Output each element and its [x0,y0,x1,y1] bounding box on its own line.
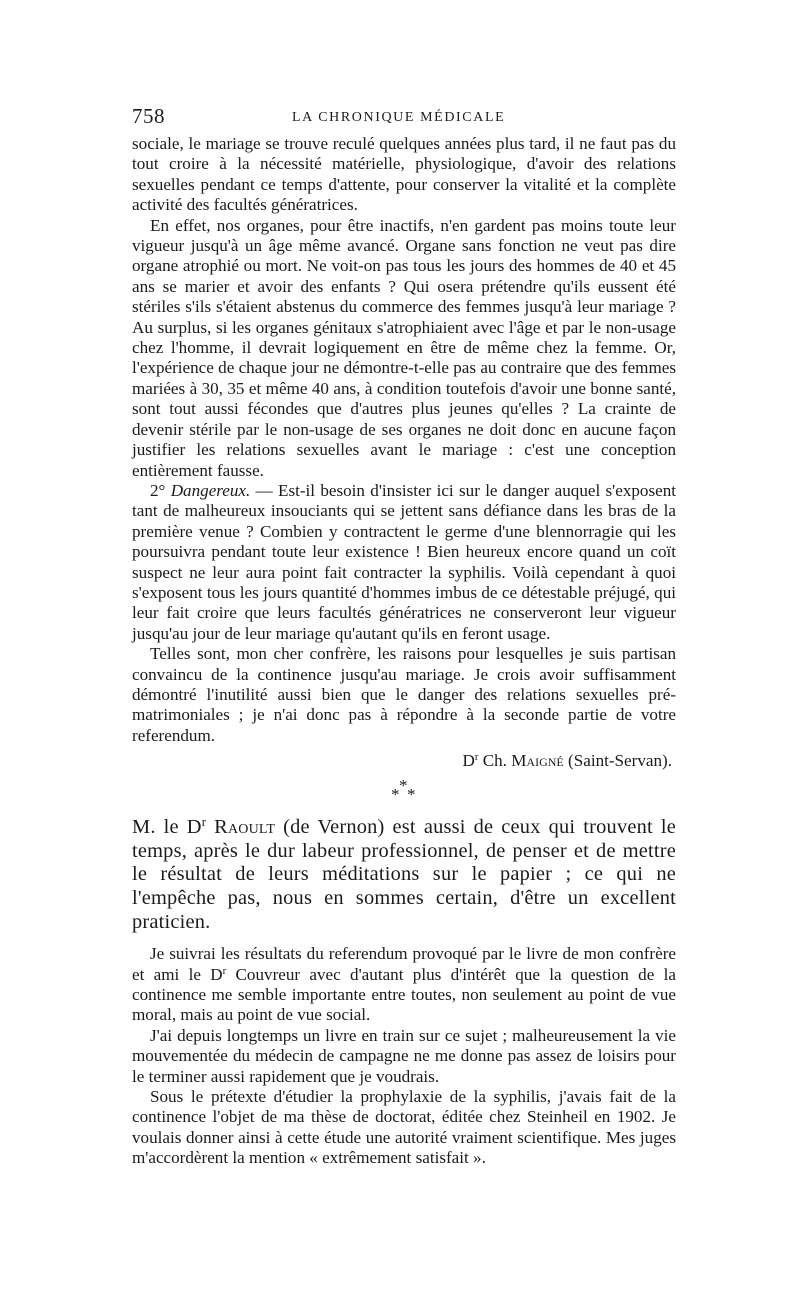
running-title: LA CHRONIQUE MÉDICALE [292,110,506,125]
raoult-paragraph-3: Sous le prétexte d'étudier la prophylaxie de la syphilis, j'avais fait de la continence l'objet de ma thèse de doctorat, éditée chez Steinheil en 1902. Je voulais donner ainsi à cette étude une autorité vraiment scientifique. Mes juges m'accordèrent la mention « extrêmement satisfait ». [132,1087,676,1168]
raoult-letter [132,944,676,1168]
document-page [132,104,676,1169]
page-number: 758 [132,104,165,128]
paragraph-continuation: sociale, le mariage se trouve reculé quelques années plus tard, il ne faut pas du tout croire à la nécessité matérielle, physiologique, d'avoir des relations sexuelles pendant ce temps d'attente, pour conserver la vitalité et la complète activité des facultés génératrices. [132,134,676,215]
lead-prefix-sup: r [201,815,207,830]
paragraph-dangereux [132,481,676,644]
lead-author-name: Raoult [214,816,276,839]
signature-location: (Saint-Servan). [568,751,672,771]
signature [132,750,676,772]
raoult-p1-sup: r [222,965,227,977]
signature-initials: Ch. [482,751,507,771]
asterism-divider [384,776,424,812]
signature-surname: Maigné [511,751,564,771]
point-heading: Dangereux. [170,480,251,500]
letter-body [132,134,676,746]
raoult-p1-end: Couvreur avec d'autant plus d'intérêt que la question de la continence me semble importante entre toutes, non seulement au point de vue moral, mais au point de vue social. [132,964,676,1025]
lead-prefix: M. le D [132,816,202,839]
asterism-star-top: * [399,776,408,796]
signature-title-sup: r [474,752,479,764]
signature-title: D [462,751,475,771]
raoult-paragraph-2: J'ai depuis longtemps un livre en train sur ce sujet ; malheureusement la vie mouvementée du médecin de campagne ne me donne pas assez de loisirs pour le terminer aussi rapidement que je voudrais. [132,1025,676,1086]
raoult-p1-start: Je suivrai les résultats du referendum provoqué par le livre de mon confrère et ami le D [132,944,676,984]
point-number: 2° [150,480,171,500]
page-header [132,104,676,134]
lead-paragraph [132,816,676,934]
editorial-introduction [132,816,676,934]
lead-text: (de Vernon) est aussi de ceux qui trouvent le temps, après le dur labeur professionnel, de penser et de mettre le résultat de leurs méditations sur le papier ; ce qui ne l'empêche pas, nous en sommes certain, d'être un excellent praticien. [132,816,676,933]
raoult-paragraph-1 [132,944,676,1026]
paragraph-conclusion: Telles sont, mon cher confrère, les raisons pour lesquelles je suis partisan convaincu de la continence jusqu'au mariage. Je crois avoir suffisamment démontré l'inutilité aussi bien que le danger des relations sexuelles pré-matrimoniales ; je n'ai donc pas à répondre à la seconde partie de votre referendum. [132,644,676,745]
paragraph-organes: En effet, nos organes, pour être inactifs, n'en gardent pas moins toute leur vigueur jusqu'à un âge même avancé. Organe sans fonction ne veut pas dire organe atrophié ou mort. Ne voit-on pas tous les jours des hommes de 40 et 45 ans se marier et avoir des enfants ? Qui osera prétendre qu'ils eussent été stériles s'ils s'étaient abstenus du commerce des femmes jusqu'à leur mariage ? Au surplus, si les organes génitaux s'atrophiaient avec l'âge et par le non-usage chez l'homme, il devrait logiquement en être de même chez la femme. Or, l'expérience de chaque jour ne démontre-t-elle pas au contraire que des femmes mariées à 30, 35 et même 40 ans, à condition toutefois d'avoir une bonne santé, sont tout aussi fécondes que d'autres plus jeunes qu'elles ? La crainte de devenir stérile par le non-usage de ses organes ne doit donc en aucune façon justifier les relations sexuelles avant le mariage : c'est une conception entièrement fausse. [132,215,676,480]
asterism-star-right: * [407,785,416,805]
asterism-star-left: * [391,785,400,805]
point-text: — Est-il besoin d'insister ici sur le danger auquel s'exposent tant de malheureux insouciants qui se jettent sans défiance dans les bras de la première venue ? Combien y contractent le germe d'une blennorragie qui les poursuivra pendant toute leur existence ! Bien heureux encore quand un coït suspect ne leur aura point fait contracter la syphilis. Voilà cependant à quoi s'exposent tous les jours quantité d'hommes imbus de ce détestable préjugé, qui leur fait croire que leurs facultés génératrices ne conserveront leur vigueur jusqu'au jour de leur mariage qu'autant qu'ils en feront usage. [132,480,677,643]
